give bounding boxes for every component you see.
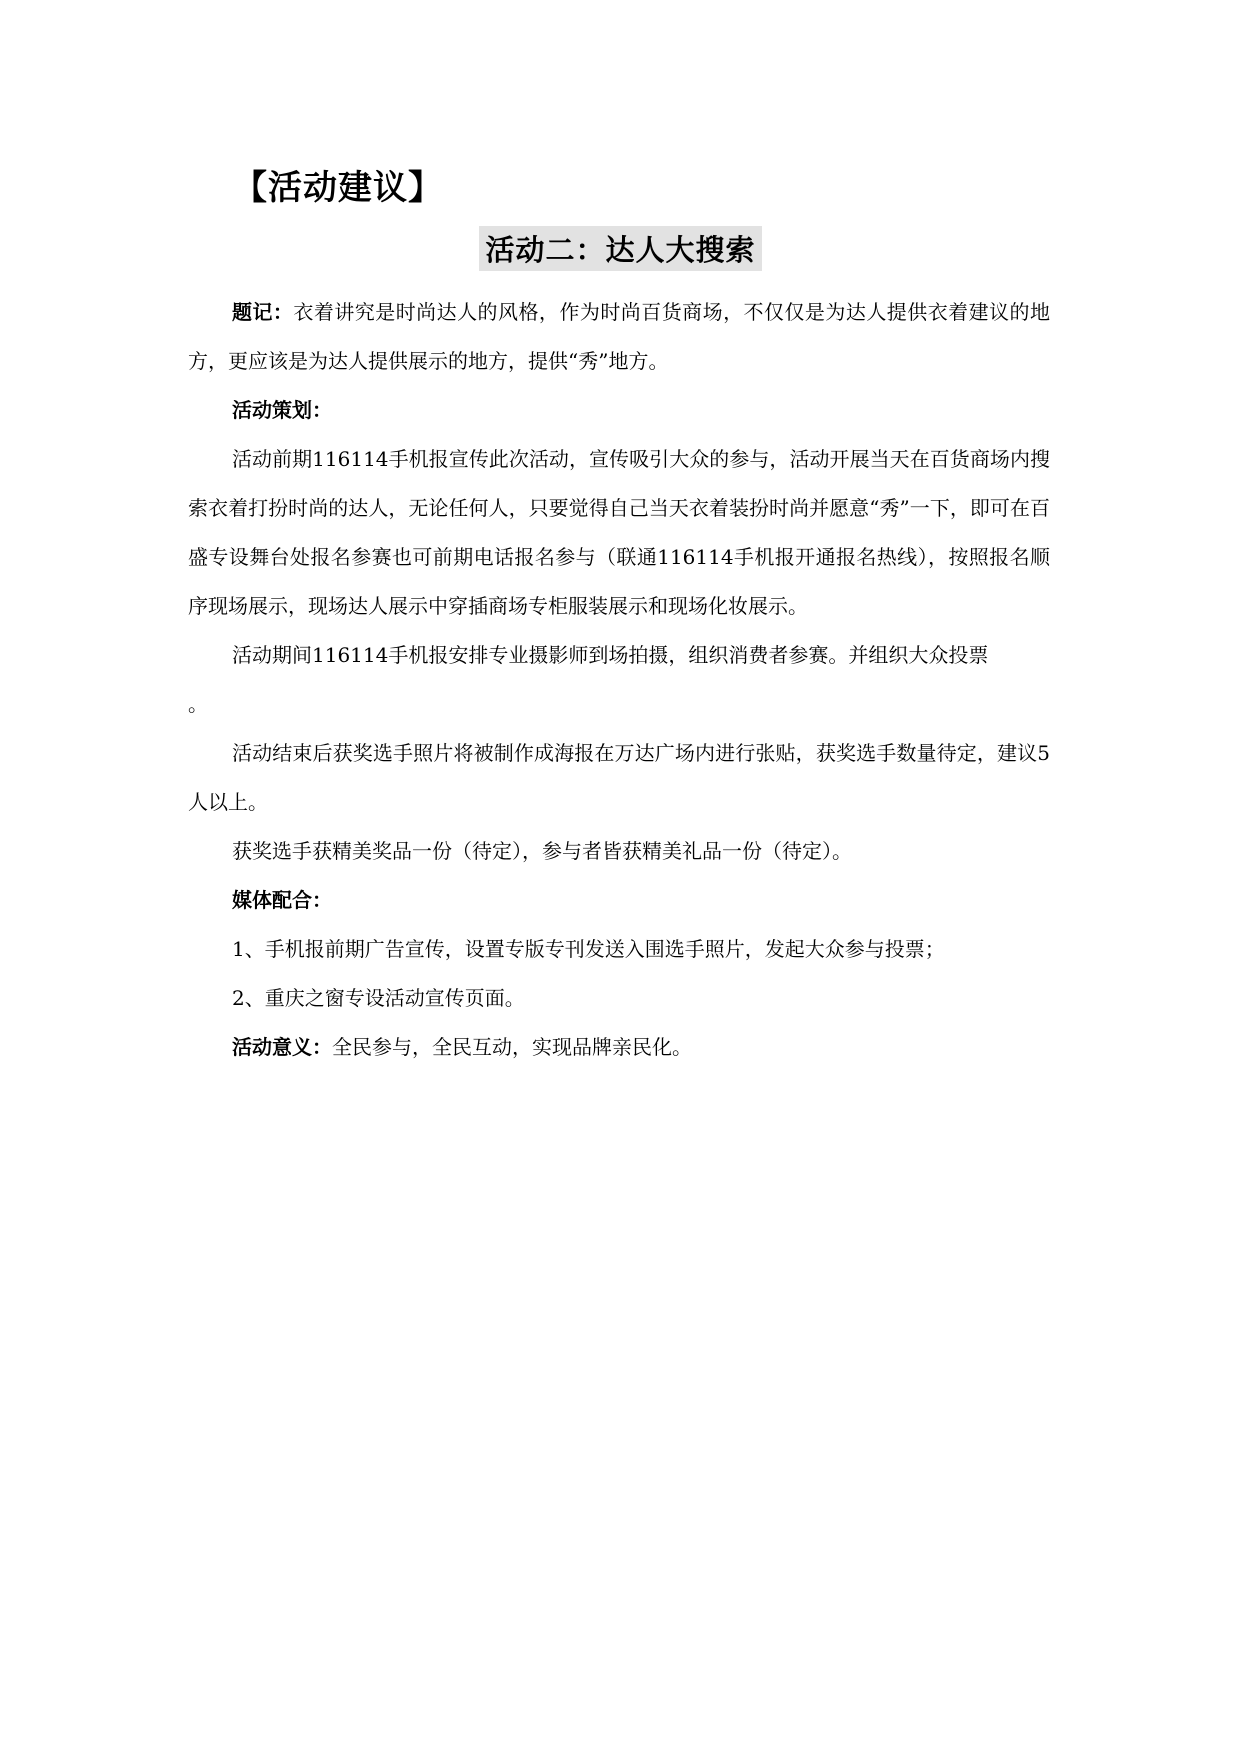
planning-paragraph-2: 活动期间116114手机报安排专业摄影师到场拍摄，组织消费者参赛。并组织大众投票 [232,643,989,667]
document-title: 活动二：达人大搜索 [479,226,761,271]
media-item-1: 1、手机报前期广告宣传，设置专版专刊发送入围选手照片，发起大众参与投票； [232,937,945,961]
planning-paragraph-3: 活动结束后获奖选手照片将被制作成海报在万达广场内进行张贴，获奖选手数量待定，建议5人以上。 [188,741,1050,814]
significance-paragraph [188,1023,1050,1072]
significance-text: 全民参与，全民互动，实现品牌亲民化。 [332,1035,692,1059]
media-item-2: 2、重庆之窗专设活动宣传页面。 [232,986,525,1010]
document-body [188,288,1050,1072]
foreword-paragraph [188,288,1050,386]
foreword-text: 衣着讲究是时尚达人的风格，作为时尚百货商场，不仅仅是为达人提供衣着建议的地方，更应该是为达人提供展示的地方，提供“秀”地方。 [188,300,1051,373]
section-heading: 【活动建议】 [233,168,443,208]
significance-label: 活动意义： [232,1035,332,1059]
planning-paragraph-1: 活动前期116114手机报宣传此次活动，宣传吸引大众的参与，活动开展当天在百货商场内搜索衣着打扮时尚的达人，无论任何人，只要觉得自己当天衣着装扮时尚并愿意“秀”一下，即可在百盛专设舞台处报名参赛也可前期电话报名参与（联通116114手机报开通报名热线），按照报名顺序现场展示，现场达人展示中穿插商场专柜服装展示和现场化妆展示。 [188,447,1050,618]
planning-paragraph-2-tail: 。 [188,692,208,716]
title-container [0,226,1241,271]
planning-label: 活动策划： [232,398,332,422]
planning-paragraph-4: 获奖选手获精美奖品一份（待定），参与者皆获精美礼品一份（待定）。 [232,839,852,863]
foreword-label: 题记： [232,300,294,324]
media-label: 媒体配合： [232,888,332,912]
